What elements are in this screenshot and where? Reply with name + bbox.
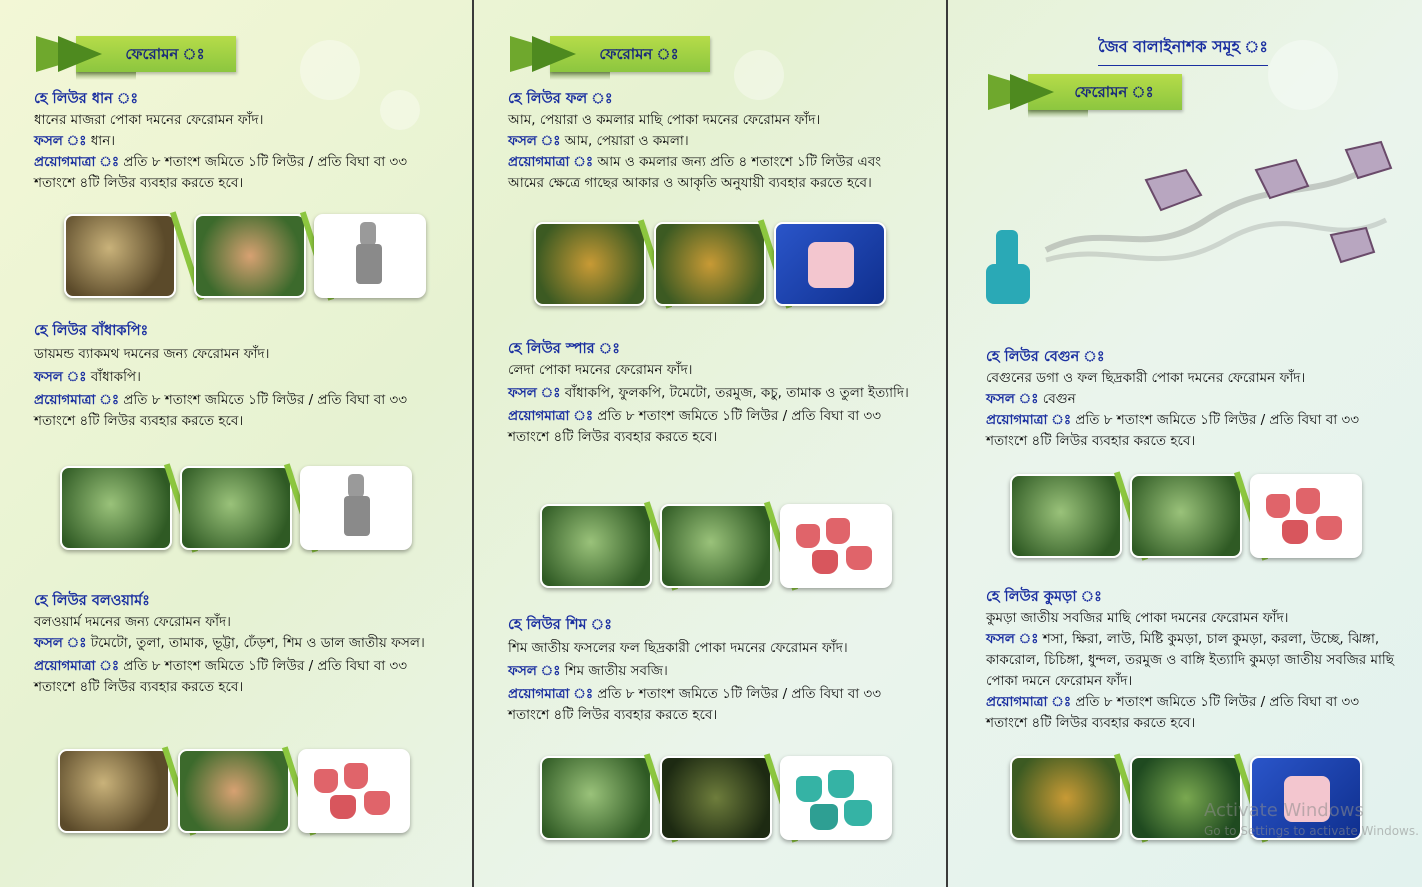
dose-label: প্রয়োগমাত্রা ঃ	[986, 694, 1072, 710]
crop-label: ফসল ঃ	[34, 133, 87, 149]
product-title: হে লিউর বলওয়ার্মঃ	[34, 593, 150, 609]
red-lure-icon	[1296, 488, 1320, 514]
teal-lure-icon	[810, 804, 838, 830]
product-title: হে লিউর কুমড়া ঃ	[986, 589, 1102, 605]
red-lure-icon	[1316, 516, 1342, 540]
red-lure-icon	[330, 795, 356, 819]
left-panel	[0, 0, 472, 887]
product-section	[34, 88, 444, 194]
cabbage-photo	[180, 466, 292, 550]
product-image-row	[540, 752, 900, 842]
bg-bubble	[1268, 40, 1338, 110]
red-lure-icon	[812, 550, 838, 574]
crop-value: আম, পেয়ারা ও কমলা।	[564, 133, 689, 149]
brinjal-photo	[1130, 474, 1242, 558]
pest-damage-photo	[64, 214, 176, 298]
red-lure-icon	[846, 546, 872, 570]
pheromone-hero-illustration	[986, 140, 1406, 320]
lure-photo	[1250, 474, 1362, 558]
product-title: হে লিউর স্পার ঃ	[508, 341, 620, 357]
dose-value: প্রতি ৮ শতাংশ জমিতে ১টি লিউর / প্রতি বিঘা বা ৩৩ শতাংশে ৪টি লিউর ব্যবহার করতে হবে।	[508, 408, 881, 445]
product-title: হে লিউর শিম ঃ	[508, 617, 612, 633]
product-title: হে লিউর বাঁধাকপিঃ	[34, 323, 149, 339]
product-description: বলওয়ার্ম দমনের জন্য ফেরোমন ফাঁদ।	[34, 614, 231, 630]
red-lure-icon	[344, 763, 368, 789]
cauliflower-photo	[660, 504, 772, 588]
dose-value: প্রতি ৮ শতাংশ জমিতে ১টি লিউর / প্রতি বিঘা বা ৩৩ শতাংশে ৪টি লিউর ব্যবহার করতে হবে।	[508, 686, 881, 723]
melon-fly-photo	[1010, 756, 1122, 840]
product-description: শিম জাতীয় ফসলের ফল ছিদ্রকারী পোকা দমনের ফেরোমন ফাঁদ।	[508, 640, 848, 656]
dose-value: প্রতি ৮ শতাংশ জমিতে ১টি লিউর / প্রতি বিঘা বা ৩৩ শতাংশে ৪টি লিউর ব্যবহার করতে হবে।	[986, 412, 1359, 449]
brinjal-borer-photo	[1010, 474, 1122, 558]
red-lure-icon	[826, 518, 850, 544]
dose-value: প্রতি ৮ শতাংশ জমিতে ১টি লিউর / প্রতি বিঘা বা ৩৩ শতাংশে ৪টি লিউর ব্যবহার করতে হবে।	[34, 154, 407, 191]
product-section	[986, 346, 1396, 452]
dose-label: প্রয়োগমাত্রা ঃ	[508, 408, 594, 424]
product-image-row	[534, 218, 894, 308]
crop-label: ফসল ঃ	[508, 385, 561, 401]
pheromone-banner	[510, 36, 710, 72]
crop-value: টমেটো, তুলা, তামাক, ভূট্টা, ঢেঁড়শ, শিম ও ডাল জাতীয় ফসল।	[90, 635, 425, 651]
dose-label: প্রয়োগমাত্রা ঃ	[34, 154, 120, 170]
right-panel	[948, 0, 1422, 887]
bollworm-photo	[58, 749, 170, 833]
dose-label: প্রয়োগমাত্রা ঃ	[986, 412, 1072, 428]
scent-trail	[1046, 170, 1366, 250]
activate-windows-watermark: Activate Windows	[1204, 800, 1364, 821]
red-lure-icon	[364, 791, 390, 815]
cyan-lure-icon	[986, 264, 1030, 304]
crop-label: ফসল ঃ	[34, 369, 87, 385]
product-title: হে লিউর বেগুন ঃ	[986, 349, 1105, 365]
dose-value: প্রতি ৮ শতাংশ জমিতে ১টি লিউর / প্রতি বিঘা বা ৩৩ শতাংশে ৪টি লিউর ব্যবহার করতে হবে।	[34, 392, 407, 429]
activate-windows-hint: Go to Settings to activate Windows.	[1204, 824, 1419, 838]
crop-value: বাঁধাকপি, ফুলকপি, টমেটো, তরমুজ, কচু, তামাক ও তুলা ইত্যাদি।	[564, 385, 909, 401]
product-description: আম, পেয়ারা ও কমলার মাছি পোকা দমনের ফেরোমন ফাঁদ।	[508, 112, 821, 128]
red-lure-icon	[1266, 494, 1290, 518]
dose-value: প্রতি ৮ শতাংশ জমিতে ১টি লিউর / প্রতি বিঘা বা ৩৩ শতাংশে ৪টি লিউর ব্যবহার করতে হবে।	[34, 658, 407, 695]
banner-label: ফেরোমন ঃ	[125, 45, 205, 63]
crop-label: ফসল ঃ	[508, 663, 561, 679]
crop-value: বেগুন	[1042, 391, 1076, 407]
banner-label: ফেরোমন ঃ	[599, 45, 679, 63]
maize-photo	[178, 749, 290, 833]
bean-pod-photo	[660, 756, 772, 840]
caterpillar-photo	[60, 466, 172, 550]
product-description: ডায়মন্ড ব্যাকমথ দমনের জন্য ফেরোমন ফাঁদ।	[34, 346, 270, 362]
dose-label: প্রয়োগমাত্রা ঃ	[34, 658, 120, 674]
pheromone-banner	[988, 74, 1182, 110]
product-section	[508, 88, 918, 194]
product-description: ধানের মাজরা পোকা দমনের ফেরোমন ফাঁদ।	[34, 112, 264, 128]
banner-label: ফেরোমন ঃ	[1074, 83, 1154, 101]
product-description: বেগুনের ডগা ও ফল ছিদ্রকারী পোকা দমনের ফেরোমন ফাঁদ।	[986, 370, 1306, 386]
pheromone-banner	[36, 36, 236, 72]
red-lure-icon	[314, 769, 338, 793]
gray-lure-icon	[344, 496, 370, 536]
crop-label: ফসল ঃ	[34, 635, 87, 651]
dose-label: প্রয়োগমাত্রা ঃ	[34, 392, 120, 408]
dose-value: আম ও কমলার জন্য প্রতি ৪ শতাংশে ১টি লিউর এবং আমের ক্ষেত্রে গাছের আকার ও আকৃতি অনুযায়ী ব্যবহার করতে হবে।	[508, 154, 882, 191]
teal-lure-icon	[828, 770, 854, 798]
lure-photo	[774, 222, 886, 306]
product-section	[508, 614, 918, 726]
crop-value: শিম জাতীয় সবজি।	[564, 663, 668, 679]
crop-label: ফসল ঃ	[986, 391, 1039, 407]
teal-lure-icon	[796, 776, 822, 802]
lure-photo	[780, 756, 892, 840]
product-section	[986, 586, 1396, 734]
lure-photo	[300, 466, 412, 550]
moth-photo	[194, 214, 306, 298]
gray-lure-icon	[356, 244, 382, 284]
page-title: জৈব বালাইনাশক সমূহ ঃ	[1098, 34, 1268, 66]
product-image-row	[1010, 470, 1370, 560]
dose-label: প্রয়োগমাত্রা ঃ	[508, 686, 594, 702]
lure-photo	[780, 504, 892, 588]
product-image-row	[540, 500, 900, 590]
fruit-fly-photo	[534, 222, 646, 306]
red-lure-icon	[796, 524, 820, 548]
dose-value: প্রতি ৮ শতাংশ জমিতে ১টি লিউর / প্রতি বিঘা বা ৩৩ শতাংশে ৪টি লিউর ব্যবহার করতে হবে।	[986, 694, 1359, 731]
bean-moth-photo	[540, 756, 652, 840]
lure-photo	[298, 749, 410, 833]
dose-label: প্রয়োগমাত্রা ঃ	[508, 154, 594, 170]
product-title: হে লিউর ফল ঃ	[508, 91, 613, 107]
crop-value: বাঁধাকপি।	[90, 369, 141, 385]
moth-icon	[1146, 170, 1201, 210]
product-section	[508, 338, 918, 448]
middle-panel	[474, 0, 946, 887]
moth-icon	[1331, 228, 1374, 262]
product-description: লেদা পোকা দমনের ফেরোমন ফাঁদ।	[508, 362, 693, 378]
damaged-fruit-photo	[654, 222, 766, 306]
product-title: হে লিউর ধান ঃ	[34, 91, 139, 107]
armyworm-photo	[540, 504, 652, 588]
crop-value: শসা, ক্ষিরা, লাউ, মিষ্টি কুমড়া, চাল কুমড়া, করলা, উচ্ছে, ঝিঙ্গা, কাকরোল, চিচিঙ্গা, ধুন্দল, তরমুজ ও বাঙ্গি ইত্যাদি কুমড়া জাতীয় সবজির মাছি পোকা দমনে ফেরোমন ফাঁদ।	[986, 631, 1394, 689]
product-image-row	[60, 462, 420, 552]
product-image-row	[58, 745, 418, 835]
pink-lure-icon	[808, 242, 854, 288]
product-section	[34, 320, 444, 432]
crop-label: ফসল ঃ	[986, 631, 1039, 647]
red-lure-icon	[1282, 520, 1308, 544]
crop-label: ফসল ঃ	[508, 133, 561, 149]
product-image-row	[64, 210, 424, 300]
teal-lure-icon	[844, 800, 872, 826]
crop-value: ধান।	[90, 133, 116, 149]
product-description: কুমড়া জাতীয় সবজির মাছি পোকা দমনের ফেরোমন ফাঁদ।	[986, 610, 1289, 626]
product-section	[34, 590, 444, 698]
lure-photo	[314, 214, 426, 298]
moth-icon	[1346, 142, 1391, 178]
